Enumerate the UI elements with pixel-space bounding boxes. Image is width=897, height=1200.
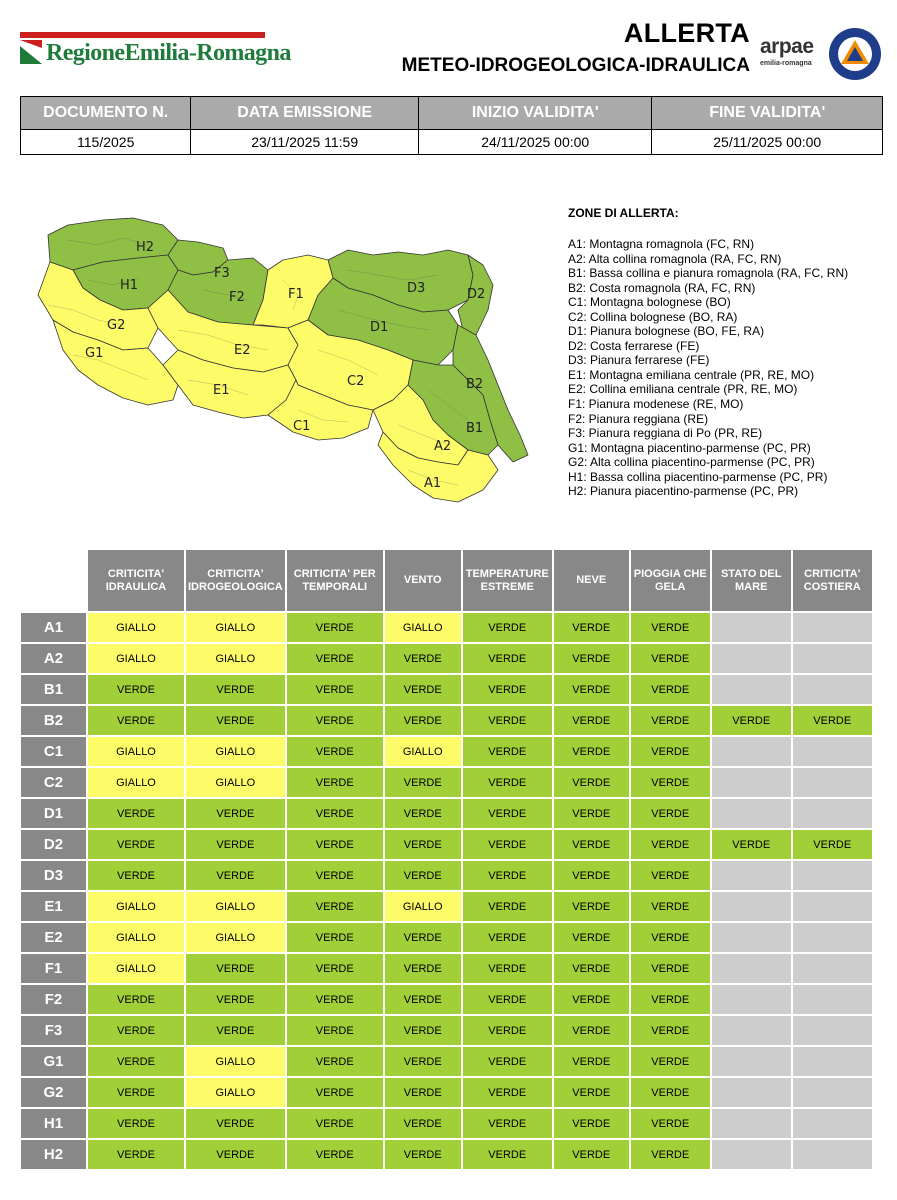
map-label-a1: A1 <box>424 476 442 491</box>
alert-cell: VERDE <box>630 922 711 953</box>
alert-cell: VERDE <box>462 1077 553 1108</box>
table-row <box>20 953 873 984</box>
zone-label: H1 <box>20 1108 87 1139</box>
alert-cell: VERDE <box>630 1108 711 1139</box>
alert-cell: VERDE <box>553 891 630 922</box>
map-label-b1: B1 <box>466 421 484 436</box>
alert-cell <box>792 953 873 984</box>
alert-cell: VERDE <box>630 612 711 643</box>
alert-cell: VERDE <box>384 643 462 674</box>
alert-cell: VERDE <box>87 1108 185 1139</box>
alert-cell: GIALLO <box>87 612 185 643</box>
map-label-h2: H2 <box>136 240 155 255</box>
col-header-criticita-temporali: CRITICITA' PER TEMPORALI <box>286 549 384 612</box>
alert-cell <box>711 1015 792 1046</box>
alert-cell: VERDE <box>286 798 384 829</box>
zone-label: G1 <box>20 1046 87 1077</box>
legend-item-f1: F1: Pianura modenese (RE, MO) <box>568 397 744 412</box>
alert-cell: GIALLO <box>185 767 286 798</box>
table-row <box>20 612 873 643</box>
map-label-h1: H1 <box>120 278 139 293</box>
alert-cell: VERDE <box>462 1108 553 1139</box>
alert-cell: VERDE <box>630 798 711 829</box>
alert-cell: VERDE <box>286 922 384 953</box>
map-label-e2: E2 <box>234 343 251 358</box>
alert-cell: VERDE <box>630 860 711 891</box>
alert-cell: VERDE <box>286 674 384 705</box>
zone-label: B1 <box>20 674 87 705</box>
alert-cell <box>711 953 792 984</box>
alert-cell: VERDE <box>630 1139 711 1170</box>
zone-legend <box>568 206 888 499</box>
alert-cell: VERDE <box>87 1139 185 1170</box>
table-row <box>20 922 873 953</box>
alert-cell: VERDE <box>286 1139 384 1170</box>
arpae-logo-text <box>760 36 822 57</box>
alert-cell: VERDE <box>384 829 462 860</box>
alert-cell <box>711 1139 792 1170</box>
map-label-g2: G2 <box>107 318 126 333</box>
alert-cell: VERDE <box>384 984 462 1015</box>
alert-cell <box>711 891 792 922</box>
alert-table-body <box>20 612 873 1170</box>
alert-cell: VERDE <box>87 1077 185 1108</box>
alert-cell: VERDE <box>630 891 711 922</box>
alert-cell <box>711 736 792 767</box>
zone-label: H2 <box>20 1139 87 1170</box>
regione-logo-mark-icon <box>20 34 42 64</box>
alert-cell <box>711 767 792 798</box>
alert-cell: VERDE <box>286 829 384 860</box>
alert-cell: VERDE <box>553 1108 630 1139</box>
alert-cell: VERDE <box>185 1015 286 1046</box>
alert-cell: GIALLO <box>185 612 286 643</box>
legend-item-c1: C1: Montagna bolognese (BO) <box>568 295 731 310</box>
alert-cell: VERDE <box>711 705 792 736</box>
logo-red-bar <box>20 32 265 38</box>
alert-cell: GIALLO <box>185 1046 286 1077</box>
zone-label: D2 <box>20 829 87 860</box>
col-header-vento: VENTO <box>384 549 462 612</box>
alert-cell: VERDE <box>87 674 185 705</box>
zone-label: E1 <box>20 891 87 922</box>
alert-cell: VERDE <box>462 705 553 736</box>
alert-cell <box>792 798 873 829</box>
alert-cell <box>792 1139 873 1170</box>
alert-cell: VERDE <box>462 891 553 922</box>
alert-cell: VERDE <box>553 674 630 705</box>
alert-cell: VERDE <box>792 829 873 860</box>
alert-cell: VERDE <box>553 953 630 984</box>
alert-cell: VERDE <box>711 829 792 860</box>
map-label-g1: G1 <box>85 346 104 361</box>
legend-item-a1: A1: Montagna romagnola (FC, RN) <box>568 237 755 251</box>
table-row <box>20 1046 873 1077</box>
map-label-d2: D2 <box>467 287 486 302</box>
alert-cell: VERDE <box>462 922 553 953</box>
regione-emilia-romagna-logo <box>20 30 291 70</box>
alert-level-table <box>20 549 873 1170</box>
legend-item-a2: A2: Alta collina romagnola (RA, FC, RN) <box>568 251 782 266</box>
alert-cell: GIALLO <box>87 953 185 984</box>
alert-cell: VERDE <box>462 767 553 798</box>
doc-header-fine-validita: FINE VALIDITA' <box>652 97 883 130</box>
alert-cell <box>792 674 873 705</box>
alert-cell: VERDE <box>384 1077 462 1108</box>
document-info-table <box>20 96 883 155</box>
alert-cell: VERDE <box>185 705 286 736</box>
alert-cell <box>711 1108 792 1139</box>
alert-zones-map <box>28 200 563 510</box>
map-label-f2: F2 <box>229 290 245 305</box>
alert-cell <box>792 1108 873 1139</box>
alert-cell <box>711 798 792 829</box>
alert-cell <box>792 767 873 798</box>
alert-cell: VERDE <box>384 674 462 705</box>
alert-cell: VERDE <box>384 705 462 736</box>
alert-cell: GIALLO <box>87 643 185 674</box>
alert-cell <box>792 1046 873 1077</box>
legend-item-f2: F2: Pianura reggiana (RE) <box>568 411 709 426</box>
alert-cell: VERDE <box>462 984 553 1015</box>
map-label-f1: F1 <box>288 287 304 302</box>
alert-cell: VERDE <box>462 829 553 860</box>
alert-cell: VERDE <box>462 612 553 643</box>
zone-label: E2 <box>20 922 87 953</box>
legend-item-b1: B1: Bassa collina e pianura romagnola (RA, FC, RN) <box>568 266 849 281</box>
map-label-b2: B2 <box>466 377 484 392</box>
table-row <box>20 798 873 829</box>
alert-cell <box>792 612 873 643</box>
alert-cell: VERDE <box>87 860 185 891</box>
zone-label: F3 <box>20 1015 87 1046</box>
alert-cell: VERDE <box>286 984 384 1015</box>
alert-cell <box>792 984 873 1015</box>
alert-cell: VERDE <box>286 1015 384 1046</box>
col-header-criticita-costiera: CRITICITA' COSTIERA <box>792 549 873 612</box>
zone-label: A2 <box>20 643 87 674</box>
legend-item-h1: H1: Bassa collina piacentino-parmense (PC, PR) <box>568 469 828 484</box>
alert-cell: VERDE <box>630 953 711 984</box>
map-label-e1: E1 <box>213 383 230 398</box>
alert-cell: VERDE <box>553 798 630 829</box>
alert-cell: VERDE <box>462 1139 553 1170</box>
legend-item-d1: D1: Pianura bolognese (BO, FE, RA) <box>568 324 765 339</box>
alert-cell: VERDE <box>630 674 711 705</box>
zone-label: G2 <box>20 1077 87 1108</box>
alert-cell: VERDE <box>630 736 711 767</box>
alert-cell: VERDE <box>185 798 286 829</box>
alert-cell: VERDE <box>553 860 630 891</box>
doc-value-inizio-validita: 24/11/2025 00:00 <box>419 130 652 155</box>
doc-header-data-emissione: DATA EMISSIONE <box>191 97 419 130</box>
alert-cell: VERDE <box>286 705 384 736</box>
legend-item-b2: B2: Costa romagnola (RA, FC, RN) <box>568 280 756 295</box>
map-label-a2: A2 <box>434 439 452 454</box>
alert-cell: VERDE <box>185 829 286 860</box>
alert-cell: VERDE <box>286 1108 384 1139</box>
alert-cell <box>792 1077 873 1108</box>
protezione-civile-logo-icon <box>828 27 882 81</box>
alert-cell: VERDE <box>630 1015 711 1046</box>
alert-cell: VERDE <box>462 643 553 674</box>
arpae-logo-word: arpae <box>760 35 814 58</box>
page-subtitle: METEO-IDROGEOLOGICA-IDRAULICA <box>401 55 750 76</box>
table-row <box>20 829 873 860</box>
alert-cell: VERDE <box>185 1139 286 1170</box>
map-label-d3: D3 <box>407 281 426 296</box>
map-label-c2: C2 <box>347 374 365 389</box>
alert-cell <box>711 612 792 643</box>
legend-item-d2: D2: Costa ferrarese (FE) <box>568 338 700 353</box>
alert-cell: VERDE <box>630 767 711 798</box>
alert-cell <box>792 736 873 767</box>
zone-label: D3 <box>20 860 87 891</box>
alert-cell: GIALLO <box>185 1077 286 1108</box>
alert-cell: VERDE <box>630 1077 711 1108</box>
alert-cell: VERDE <box>185 674 286 705</box>
alert-cell <box>792 1015 873 1046</box>
legend-item-d3: D3: Pianura ferrarese (FE) <box>568 353 710 368</box>
table-row <box>20 1108 873 1139</box>
alert-cell: GIALLO <box>185 736 286 767</box>
alert-cell: VERDE <box>286 612 384 643</box>
alert-cell: VERDE <box>384 1046 462 1077</box>
alert-cell: VERDE <box>286 1077 384 1108</box>
arpae-logo-subtext: emilia-romagna <box>760 60 812 67</box>
map-label-f3: F3 <box>214 266 230 281</box>
col-header-criticita-idrogeologica: CRITICITA' IDROGEOLOGICA <box>185 549 286 612</box>
table-row <box>20 643 873 674</box>
table-row <box>20 891 873 922</box>
alert-cell: VERDE <box>553 1077 630 1108</box>
alert-cell: VERDE <box>553 922 630 953</box>
map-label-d1: D1 <box>370 320 389 335</box>
alert-header-row <box>20 549 873 612</box>
alert-cell <box>792 860 873 891</box>
alert-cell <box>711 674 792 705</box>
alert-cell: VERDE <box>384 1015 462 1046</box>
alert-cell: VERDE <box>553 612 630 643</box>
alert-cell: VERDE <box>630 1046 711 1077</box>
alert-cell: VERDE <box>553 1046 630 1077</box>
zone-label: C1 <box>20 736 87 767</box>
alert-cell: VERDE <box>553 829 630 860</box>
legend-item-e2: E2: Collina emiliana centrale (PR, RE, MO) <box>568 382 798 397</box>
alert-cell: VERDE <box>384 1108 462 1139</box>
zone-label: A1 <box>20 612 87 643</box>
table-row <box>20 736 873 767</box>
legend-item-g1: G1: Montagna piacentino-parmense (PC, PR) <box>568 440 811 455</box>
col-header-stato-del-mare: STATO DEL MARE <box>711 549 792 612</box>
col-header-temperature-estreme: TEMPERATURE ESTREME <box>462 549 553 612</box>
document-info-value-row <box>21 130 883 155</box>
alert-cell: VERDE <box>185 1108 286 1139</box>
alert-cell <box>792 891 873 922</box>
table-row <box>20 1077 873 1108</box>
alert-cell: VERDE <box>286 736 384 767</box>
alert-cell <box>711 1077 792 1108</box>
col-header-neve: NEVE <box>553 549 630 612</box>
alert-cell: VERDE <box>286 953 384 984</box>
alert-cell: VERDE <box>384 922 462 953</box>
alert-cell: VERDE <box>286 1046 384 1077</box>
alert-cell: VERDE <box>462 798 553 829</box>
alert-cell: VERDE <box>384 953 462 984</box>
alert-cell <box>711 1046 792 1077</box>
alert-cell <box>711 643 792 674</box>
alert-cell: VERDE <box>185 953 286 984</box>
zone-label: B2 <box>20 705 87 736</box>
alert-cell: VERDE <box>462 1015 553 1046</box>
doc-value-data-emissione: 23/11/2025 11:59 <box>191 130 419 155</box>
zone-label: F2 <box>20 984 87 1015</box>
alert-cell: GIALLO <box>87 767 185 798</box>
alert-cell: VERDE <box>553 767 630 798</box>
alert-cell: VERDE <box>630 643 711 674</box>
alert-cell: VERDE <box>87 798 185 829</box>
table-row <box>20 860 873 891</box>
alert-cell: GIALLO <box>384 612 462 643</box>
alert-cell: VERDE <box>462 736 553 767</box>
alert-cell <box>711 922 792 953</box>
alert-cell: VERDE <box>553 1015 630 1046</box>
arpae-logo <box>760 36 822 72</box>
alert-cell: VERDE <box>792 705 873 736</box>
alert-cell: VERDE <box>630 984 711 1015</box>
col-header-criticita-idraulica: CRITICITA' IDRAULICA <box>87 549 185 612</box>
alert-cell: VERDE <box>384 798 462 829</box>
legend-title: ZONE DI ALLERTA: <box>568 206 679 220</box>
table-row <box>20 674 873 705</box>
alert-cell: VERDE <box>553 736 630 767</box>
alert-cell: VERDE <box>462 674 553 705</box>
alert-cell <box>792 922 873 953</box>
page-title: ALLERTA <box>623 18 750 48</box>
alert-cell: VERDE <box>384 767 462 798</box>
alert-cell: VERDE <box>462 953 553 984</box>
zone-label: C2 <box>20 767 87 798</box>
alert-cell: GIALLO <box>185 891 286 922</box>
alert-cell: VERDE <box>87 1015 185 1046</box>
legend-item-h2: H2: Pianura piacentino-parmense (PC, PR) <box>568 484 799 499</box>
doc-header-numero: DOCUMENTO N. <box>21 97 191 130</box>
zone-label: F1 <box>20 953 87 984</box>
alert-cell: GIALLO <box>384 736 462 767</box>
alert-cell <box>792 643 873 674</box>
alert-cell: VERDE <box>87 984 185 1015</box>
alert-cell: GIALLO <box>87 891 185 922</box>
doc-value-fine-validita: 25/11/2025 00:00 <box>652 130 883 155</box>
alert-cell: VERDE <box>553 705 630 736</box>
alert-cell: GIALLO <box>185 922 286 953</box>
alert-cell: VERDE <box>87 705 185 736</box>
table-row <box>20 705 873 736</box>
alert-cell <box>711 860 792 891</box>
alert-cell: VERDE <box>185 860 286 891</box>
legend-item-c2: C2: Collina bolognese (BO, RA) <box>568 309 738 324</box>
legend-item-g2: G2: Alta collina piacentino-parmense (PC, PR) <box>568 455 815 470</box>
alert-cell: VERDE <box>462 860 553 891</box>
doc-header-inizio-validita: INIZIO VALIDITA' <box>419 97 652 130</box>
alert-cell: VERDE <box>286 767 384 798</box>
alert-cell: VERDE <box>553 984 630 1015</box>
alert-cell <box>711 984 792 1015</box>
alert-cell: VERDE <box>87 829 185 860</box>
table-row <box>20 767 873 798</box>
alert-cell: VERDE <box>384 1139 462 1170</box>
table-row <box>20 1015 873 1046</box>
alert-cell: VERDE <box>87 1046 185 1077</box>
alert-cell: VERDE <box>630 705 711 736</box>
table-row <box>20 1139 873 1170</box>
doc-value-numero: 115/2025 <box>21 130 191 155</box>
alert-cell: VERDE <box>286 891 384 922</box>
alert-cell: VERDE <box>286 643 384 674</box>
alert-cell: GIALLO <box>87 736 185 767</box>
col-header-pioggia-che-gela: PIOGGIA CHE GELA <box>630 549 711 612</box>
map-label-c1: C1 <box>293 419 311 434</box>
alert-cell: GIALLO <box>185 643 286 674</box>
legend-item-e1: E1: Montagna emiliana centrale (PR, RE, MO) <box>568 367 815 382</box>
alert-cell: VERDE <box>553 643 630 674</box>
alert-cell: VERDE <box>185 984 286 1015</box>
document-info-header-row <box>21 97 883 130</box>
alert-cell: VERDE <box>384 860 462 891</box>
legend-item-f3: F3: Pianura reggiana di Po (PR, RE) <box>568 426 763 441</box>
zone-label: D1 <box>20 798 87 829</box>
alert-cell: VERDE <box>630 829 711 860</box>
alert-cell: GIALLO <box>384 891 462 922</box>
alert-cell: VERDE <box>462 1046 553 1077</box>
alert-cell: VERDE <box>286 860 384 891</box>
table-row <box>20 984 873 1015</box>
alert-cell: VERDE <box>553 1139 630 1170</box>
regione-logo-text: RegioneEmilia-Romagna <box>46 40 291 66</box>
alert-header-blank <box>20 549 87 612</box>
alert-cell: GIALLO <box>87 922 185 953</box>
